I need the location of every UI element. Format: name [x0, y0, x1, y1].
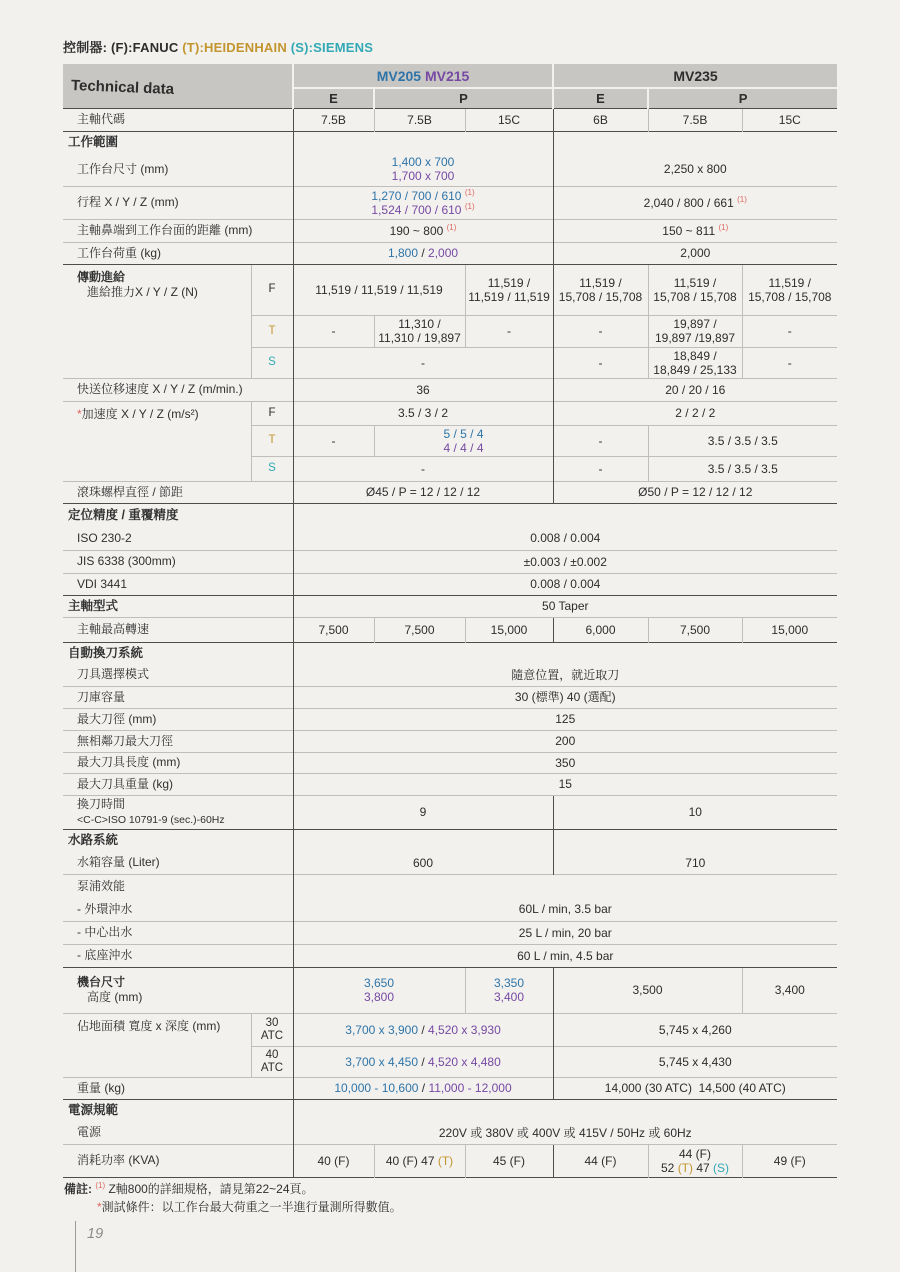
- row-label: 佔地面積 寬度 x 深度 (mm): [63, 1013, 251, 1077]
- row-floor-space-30atc: [63, 1013, 837, 1046]
- value-cell: 49 (F): [742, 1144, 837, 1177]
- row-weight: [63, 1077, 837, 1099]
- row-tool-change-time: [63, 795, 837, 829]
- value-cell: 3.5 / 3 / 2: [293, 401, 553, 425]
- row-label: 換刀時間 <C-C>ISO 10791-9 (sec.)-60Hz: [63, 795, 293, 829]
- row-label: 定位精度 / 重覆精度: [63, 503, 293, 527]
- row-label: 泵浦效能: [63, 874, 293, 898]
- value-cell: 7.5B: [293, 108, 374, 131]
- row-label: - 中心出水: [63, 921, 293, 944]
- row-label: - 外環沖水: [77, 901, 133, 916]
- value-cell: -: [742, 347, 837, 378]
- value-cell: 19,897 / 19,897 /19,897: [648, 315, 742, 347]
- row-rapid-traverse: [63, 378, 837, 401]
- row-accel-f: [63, 401, 837, 425]
- value-cell: 3.5 / 3.5 / 3.5: [648, 425, 837, 456]
- controller-key-cell: 40 ATC: [251, 1046, 293, 1077]
- row-label: 快送位移速度 X / Y / Z (m/min.): [63, 378, 293, 401]
- row-label: 最大刀具長度 (mm): [63, 752, 293, 773]
- row-machine-height: [63, 967, 837, 1013]
- row-flush-outer: [63, 898, 837, 921]
- value-cell: [553, 131, 837, 153]
- value-cell: [293, 829, 553, 852]
- value-cell: [293, 642, 837, 664]
- value-cell: 2,250 x 800: [553, 153, 837, 186]
- note-line: 備註: $^{(1)}$ Z軸800的詳細規格，請見第22~24頁。: [64, 1181, 314, 1196]
- value-cell: 11,519 / 15,708 / 15,708: [742, 264, 837, 315]
- row-pump-performance: [63, 874, 837, 898]
- row-label: 傳動進給 進給推力X / Y / Z (N): [63, 264, 251, 378]
- value-cell: 45 (F): [465, 1144, 553, 1177]
- value-cell: -: [553, 347, 648, 378]
- controller-key-cell: S: [251, 347, 293, 378]
- value-cell: 18,849 / 18,849 / 25,133: [648, 347, 742, 378]
- row-label: 滾珠螺桿直徑 / 節距: [63, 481, 293, 503]
- value-cell: [293, 503, 837, 527]
- row-label: ISO 230-2: [77, 530, 132, 545]
- row-label: 主軸型式: [63, 595, 293, 617]
- value-cell: 15,000: [465, 617, 553, 642]
- row-label: 電源規範: [63, 1099, 293, 1122]
- page-number-divider: [75, 1221, 76, 1272]
- value-cell: 10: [553, 795, 837, 829]
- row-max-tool-length: [63, 752, 837, 773]
- section-coolant: [63, 829, 837, 852]
- row-power-consumption: [63, 1144, 837, 1177]
- model-group-mv205-mv215: MV205 MV215: [293, 64, 553, 88]
- value-cell: 11,310 / 11,310 / 19,897: [374, 315, 465, 347]
- value-cell: 14,000 (30 ATC) 14,500 (40 ATC): [553, 1077, 837, 1099]
- column-header-e1: E: [293, 88, 374, 108]
- column-header-e2: E: [553, 88, 648, 108]
- row-label: 最大刀徑 (mm): [63, 708, 293, 730]
- row-table-size: [63, 153, 837, 186]
- value-cell: 11,519 / 15,708 / 15,708: [553, 264, 648, 315]
- value-cell: 7.5B: [648, 108, 742, 131]
- technical-data-label: Technical data: [70, 77, 175, 99]
- value-cell: -: [742, 315, 837, 347]
- row-label: JIS 6338 (300mm): [63, 550, 293, 573]
- value-cell: 2,040 / 800 / 661 $^{(1)}$: [553, 186, 837, 219]
- row-jis-6338: [63, 550, 837, 573]
- value-cell: 710: [553, 852, 837, 874]
- row-table-load: [63, 242, 837, 264]
- row-max-tool-weight: [63, 773, 837, 795]
- row-label: 主軸代碼: [63, 108, 293, 131]
- row-flush-center: [63, 921, 837, 944]
- value-cell: 7,500: [374, 617, 465, 642]
- notes: [64, 1180, 402, 1216]
- row-ballscrew: [63, 481, 837, 503]
- value-cell: 3,650 3,800: [293, 967, 465, 1013]
- value-cell: 11,519 / 15,708 / 15,708: [648, 264, 742, 315]
- value-cell: 50 Taper: [293, 595, 837, 617]
- value-cell: [293, 874, 837, 898]
- row-label: 工作台荷重 (kg): [63, 242, 293, 264]
- value-cell: 1,800 / 2,000: [293, 242, 553, 264]
- row-tank-capacity: [63, 852, 837, 874]
- row-label: 無相鄰刀最大刀徑: [63, 730, 293, 752]
- controller-key-cell: 30 ATC: [251, 1013, 293, 1046]
- row-max-tool-dia: [63, 708, 837, 730]
- value-cell: 15C: [742, 108, 837, 131]
- value-cell: 隨意位置，就近取刀: [293, 664, 837, 686]
- section-spindle-type: [63, 595, 837, 617]
- value-cell: Ø45 / P = 12 / 12 / 12: [293, 481, 553, 503]
- row-flush-base: [63, 944, 837, 967]
- row-spindle-code: [63, 108, 837, 131]
- value-cell: 220V 或 380V 或 400V 或 415V / 50Hz 或 60Hz: [293, 1122, 837, 1144]
- value-cell: 40 (F) 47 (T): [374, 1144, 465, 1177]
- value-cell: 3,700 x 4,450 / 4,520 x 4,480: [293, 1046, 553, 1077]
- value-cell: 0.008 / 0.004: [293, 527, 837, 550]
- value-cell: 150 ~ 811 $^{(1)}$: [553, 219, 837, 242]
- controller-note: 控制器: (F):FANUC (T):HEIDENHAIN (S):SIEMENS: [63, 40, 374, 55]
- value-cell: 44 (F): [553, 1144, 648, 1177]
- section-positioning-accuracy: [63, 503, 837, 527]
- value-cell: 1,400 x 700 1,700 x 700: [293, 153, 553, 186]
- value-cell: 3.5 / 3.5 / 3.5: [648, 456, 837, 481]
- row-label: 刀具選擇模式: [77, 667, 150, 682]
- row-tool-selection: [63, 664, 837, 686]
- value-cell: 40 (F): [293, 1144, 374, 1177]
- row-label: 工作台尺寸 (mm): [77, 161, 169, 176]
- column-header-p2: P: [648, 88, 837, 108]
- column-header-p1: P: [374, 88, 553, 108]
- value-cell: 0.008 / 0.004: [293, 573, 837, 595]
- value-cell: 3,400: [742, 967, 837, 1013]
- value-cell: 10,000 - 10,600 / 11,000 - 12,000: [293, 1077, 553, 1099]
- row-label: 行程 X / Y / Z (mm): [63, 186, 293, 219]
- technical-data-header: [63, 64, 293, 108]
- value-cell: 6,000: [553, 617, 648, 642]
- row-feed-thrust-f: [63, 264, 837, 315]
- value-cell: -: [553, 425, 648, 456]
- value-cell: -: [293, 315, 374, 347]
- row-nose-to-table: [63, 219, 837, 242]
- value-cell: 25 L / min, 20 bar: [293, 921, 837, 944]
- value-cell: 15C: [465, 108, 553, 131]
- value-cell: -: [293, 425, 374, 456]
- value-cell: [293, 1099, 837, 1122]
- row-label: 自動換刀系統: [63, 642, 293, 664]
- value-cell: 2 / 2 / 2: [553, 401, 837, 425]
- section-power: [63, 1099, 837, 1122]
- value-cell: 20 / 20 / 16: [553, 378, 837, 401]
- row-label: *加速度 X / Y / Z (m/s²): [63, 401, 251, 481]
- value-cell: 36: [293, 378, 553, 401]
- value-cell: 2,000: [553, 242, 837, 264]
- row-label: 電源: [77, 1125, 102, 1140]
- value-cell: Ø50 / P = 12 / 12 / 12: [553, 481, 837, 503]
- table-header: [63, 64, 837, 108]
- value-cell: 5,745 x 4,260: [553, 1013, 837, 1046]
- value-cell: 7,500: [648, 617, 742, 642]
- value-cell: 200: [293, 730, 837, 752]
- value-cell: -: [293, 456, 553, 481]
- row-travel: [63, 186, 837, 219]
- row-label: 機台尺寸 高度 (mm): [63, 967, 293, 1013]
- value-cell: 44 (F) 52 (T) 47 (S): [648, 1144, 742, 1177]
- row-label: 主軸鼻端到工作台面的距離 (mm): [63, 219, 293, 242]
- value-cell: 15,000: [742, 617, 837, 642]
- value-cell: -: [293, 347, 553, 378]
- value-cell: -: [553, 315, 648, 347]
- row-label: 水路系統: [63, 829, 293, 852]
- row-label: 最大刀具重量 (kg): [63, 773, 293, 795]
- model-group-mv235: MV235: [553, 64, 837, 88]
- value-cell: ±0.003 / ±0.002: [293, 550, 837, 573]
- controller-key-cell: F: [251, 264, 293, 315]
- page-number: 19: [87, 1226, 104, 1242]
- value-cell: 600: [293, 852, 553, 874]
- controller-key-cell: T: [251, 315, 293, 347]
- row-label: - 底座沖水: [63, 944, 293, 967]
- value-cell: 6B: [553, 108, 648, 131]
- controller-key-cell: T: [251, 425, 293, 456]
- value-cell: 60 L / min, 4.5 bar: [293, 944, 837, 967]
- section-atc: [63, 642, 837, 664]
- value-cell: 3,500: [553, 967, 742, 1013]
- row-label: 刀庫容量: [63, 686, 293, 708]
- value-cell: 5 / 5 / 4 4 / 4 / 4: [374, 425, 553, 456]
- section-working-range: [63, 131, 837, 153]
- value-cell: 3,350 3,400: [465, 967, 553, 1013]
- value-cell: 30 (標準) 40 (選配): [293, 686, 837, 708]
- row-label: 重量 (kg): [63, 1077, 293, 1099]
- value-cell: 7.5B: [374, 108, 465, 131]
- row-power-supply: [63, 1122, 837, 1144]
- row-label: 主軸最高轉速: [63, 617, 293, 642]
- row-label: 工作範圍: [63, 131, 293, 153]
- row-max-tool-dia-no-adjacent: [63, 730, 837, 752]
- value-cell: 190 ~ 800 $^{(1)}$: [293, 219, 553, 242]
- value-cell: 15: [293, 773, 837, 795]
- value-cell: 60L / min, 3.5 bar: [293, 898, 837, 921]
- value-cell: 9: [293, 795, 553, 829]
- value-cell: 350: [293, 752, 837, 773]
- row-label: VDI 3441: [63, 573, 293, 595]
- value-cell: -: [553, 456, 648, 481]
- row-label: 水箱容量 (Liter): [77, 855, 160, 870]
- value-cell: 7,500: [293, 617, 374, 642]
- row-iso-230-2: [63, 527, 837, 550]
- value-cell: 125: [293, 708, 837, 730]
- value-cell: 3,700 x 3,900 / 4,520 x 3,930: [293, 1013, 553, 1046]
- controller-key-cell: S: [251, 456, 293, 481]
- value-cell: -: [465, 315, 553, 347]
- value-cell: 5,745 x 4,430: [553, 1046, 837, 1077]
- row-spindle-max-speed: [63, 617, 837, 642]
- value-cell: 11,519 / 11,519 / 11,519: [293, 264, 465, 315]
- row-magazine-capacity: [63, 686, 837, 708]
- value-cell: [553, 829, 837, 852]
- model-header-row: [63, 64, 837, 88]
- controller-key-cell: F: [251, 401, 293, 425]
- row-vdi-3441: [63, 573, 837, 595]
- technical-data-table: [63, 64, 837, 1178]
- value-cell: 1,270 / 700 / 610 $^{(1)}$ 1,524 / 700 / 610 $^{(1)}$: [293, 186, 553, 219]
- value-cell: 11,519 / 11,519 / 11,519: [465, 264, 553, 315]
- value-cell: [293, 131, 553, 153]
- note-line: *測試條件：以工作台最大荷重之一半進行量測所得數值。: [97, 1200, 402, 1214]
- row-label: 消耗功率 (KVA): [63, 1144, 293, 1177]
